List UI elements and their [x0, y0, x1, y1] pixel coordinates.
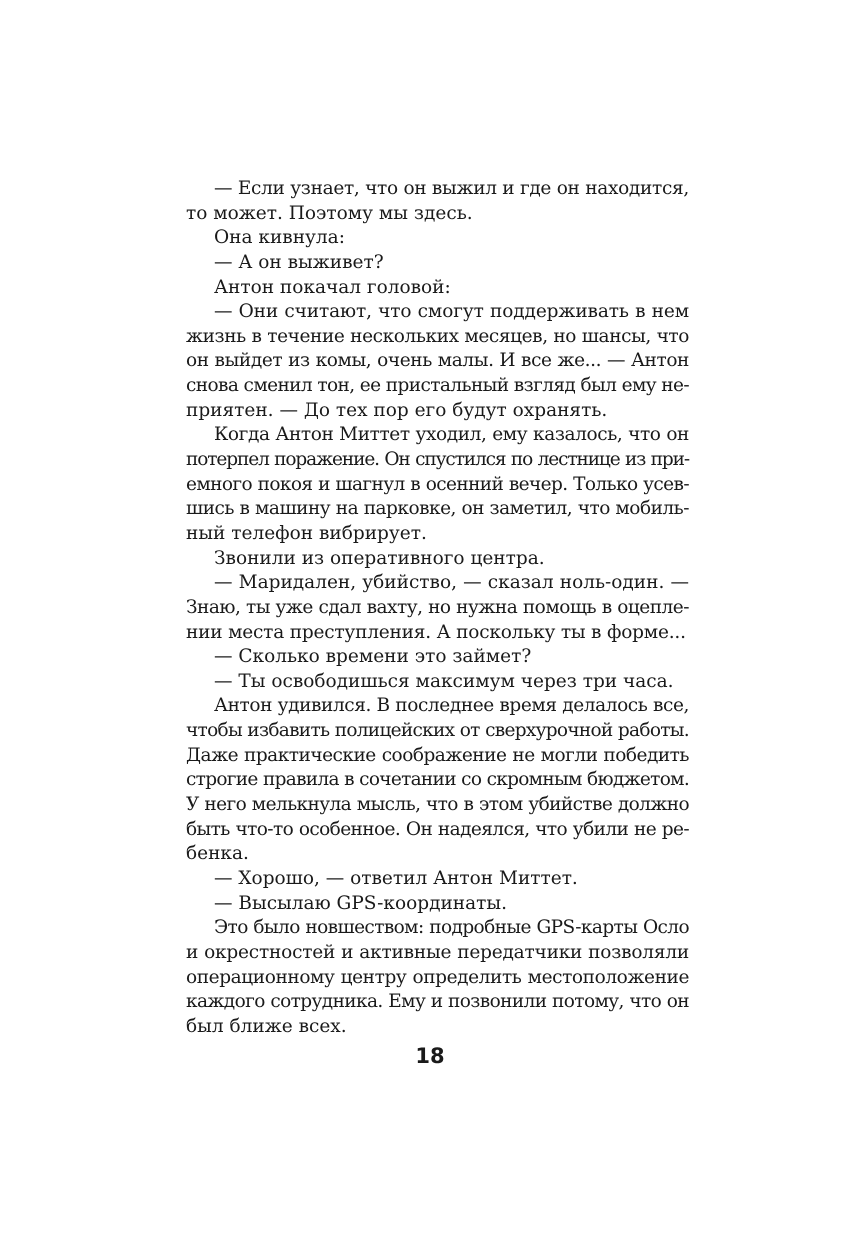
text-line: бенка. [186, 843, 249, 865]
text-line: каждого сотрудника. Ему и позвонили потому, что он [186, 991, 689, 1013]
text-line: потерпел поражение. Он спустился по лестнице из при- [186, 449, 689, 471]
text-line: быть что-то особенное. Он надеялся, что убили не ре- [186, 818, 689, 840]
text-line: операционному центру определить местоположение [186, 966, 689, 988]
text-line: — Ты освободишься максимум через три часа. [214, 670, 674, 692]
text-line: Антон удивился. В последнее время делалось все, [214, 695, 689, 717]
text-line: был ближе всех. [186, 1015, 347, 1037]
text-line: — Высылаю GPS-координаты. [214, 892, 507, 914]
text-line: — Сколько времени это займет? [214, 646, 532, 668]
text-line: Когда Антон Миттет уходил, ему казалось, что он [214, 424, 689, 446]
body-text [186, 177, 689, 1039]
text-line: Антон покачал головой: [214, 276, 451, 298]
text-line: жизнь в течение нескольких месяцев, но шансы, что [186, 325, 689, 347]
text-line: и окрестностей и активные передатчики позволяли [186, 941, 689, 963]
text-line: У него мелькнула мысль, что в этом убийстве должно [186, 794, 689, 816]
text-line: — Если узнает, что он выжил и где он находится, [214, 178, 689, 199]
text-line: — Они считают, что смогут поддерживать в нем [214, 301, 689, 323]
text-line: — А он выживет? [214, 251, 384, 273]
text-line: Она кивнула: [214, 227, 345, 249]
text-line: — Маридален, убийство, — сказал ноль-один. — [214, 572, 689, 594]
text-line: Звонили из оперативного центра. [214, 547, 545, 569]
text-line: приятен. — До тех пор его будут охранять. [186, 399, 608, 421]
text-line: ный телефон вибрирует. [186, 522, 427, 544]
text-line: строгие правила в сочетании со скромным бюджетом. [186, 769, 689, 791]
text-line: чтобы избавить полицейских от сверхурочной работы. [186, 720, 689, 742]
page-number: 18 [415, 1044, 445, 1068]
text-line: шись в машину на парковке, он заметил, что мобиль- [186, 498, 689, 520]
text-line: то может. Поэтому мы здесь. [186, 202, 473, 224]
text-line: емного покоя и шагнул в осенний вечер. Только усев- [186, 473, 689, 495]
text-line: Знаю, ты уже сдал вахту, но нужна помощь в оцепле- [186, 596, 689, 618]
text-line: Это было новшеством: подробные GPS-карты Осло [214, 917, 689, 939]
text-line: снова сменил тон, ее пристальный взгляд был ему не- [186, 375, 690, 397]
text-line: нии места преступления. А поскольку ты в форме... [186, 621, 686, 643]
text-line: Даже практические соображение не могли победить [186, 744, 689, 766]
text-line: — Хорошо, — ответил Антон Миттет. [214, 867, 578, 889]
text-line: он выйдет из комы, очень малы. И все же... — Антон [186, 350, 689, 372]
